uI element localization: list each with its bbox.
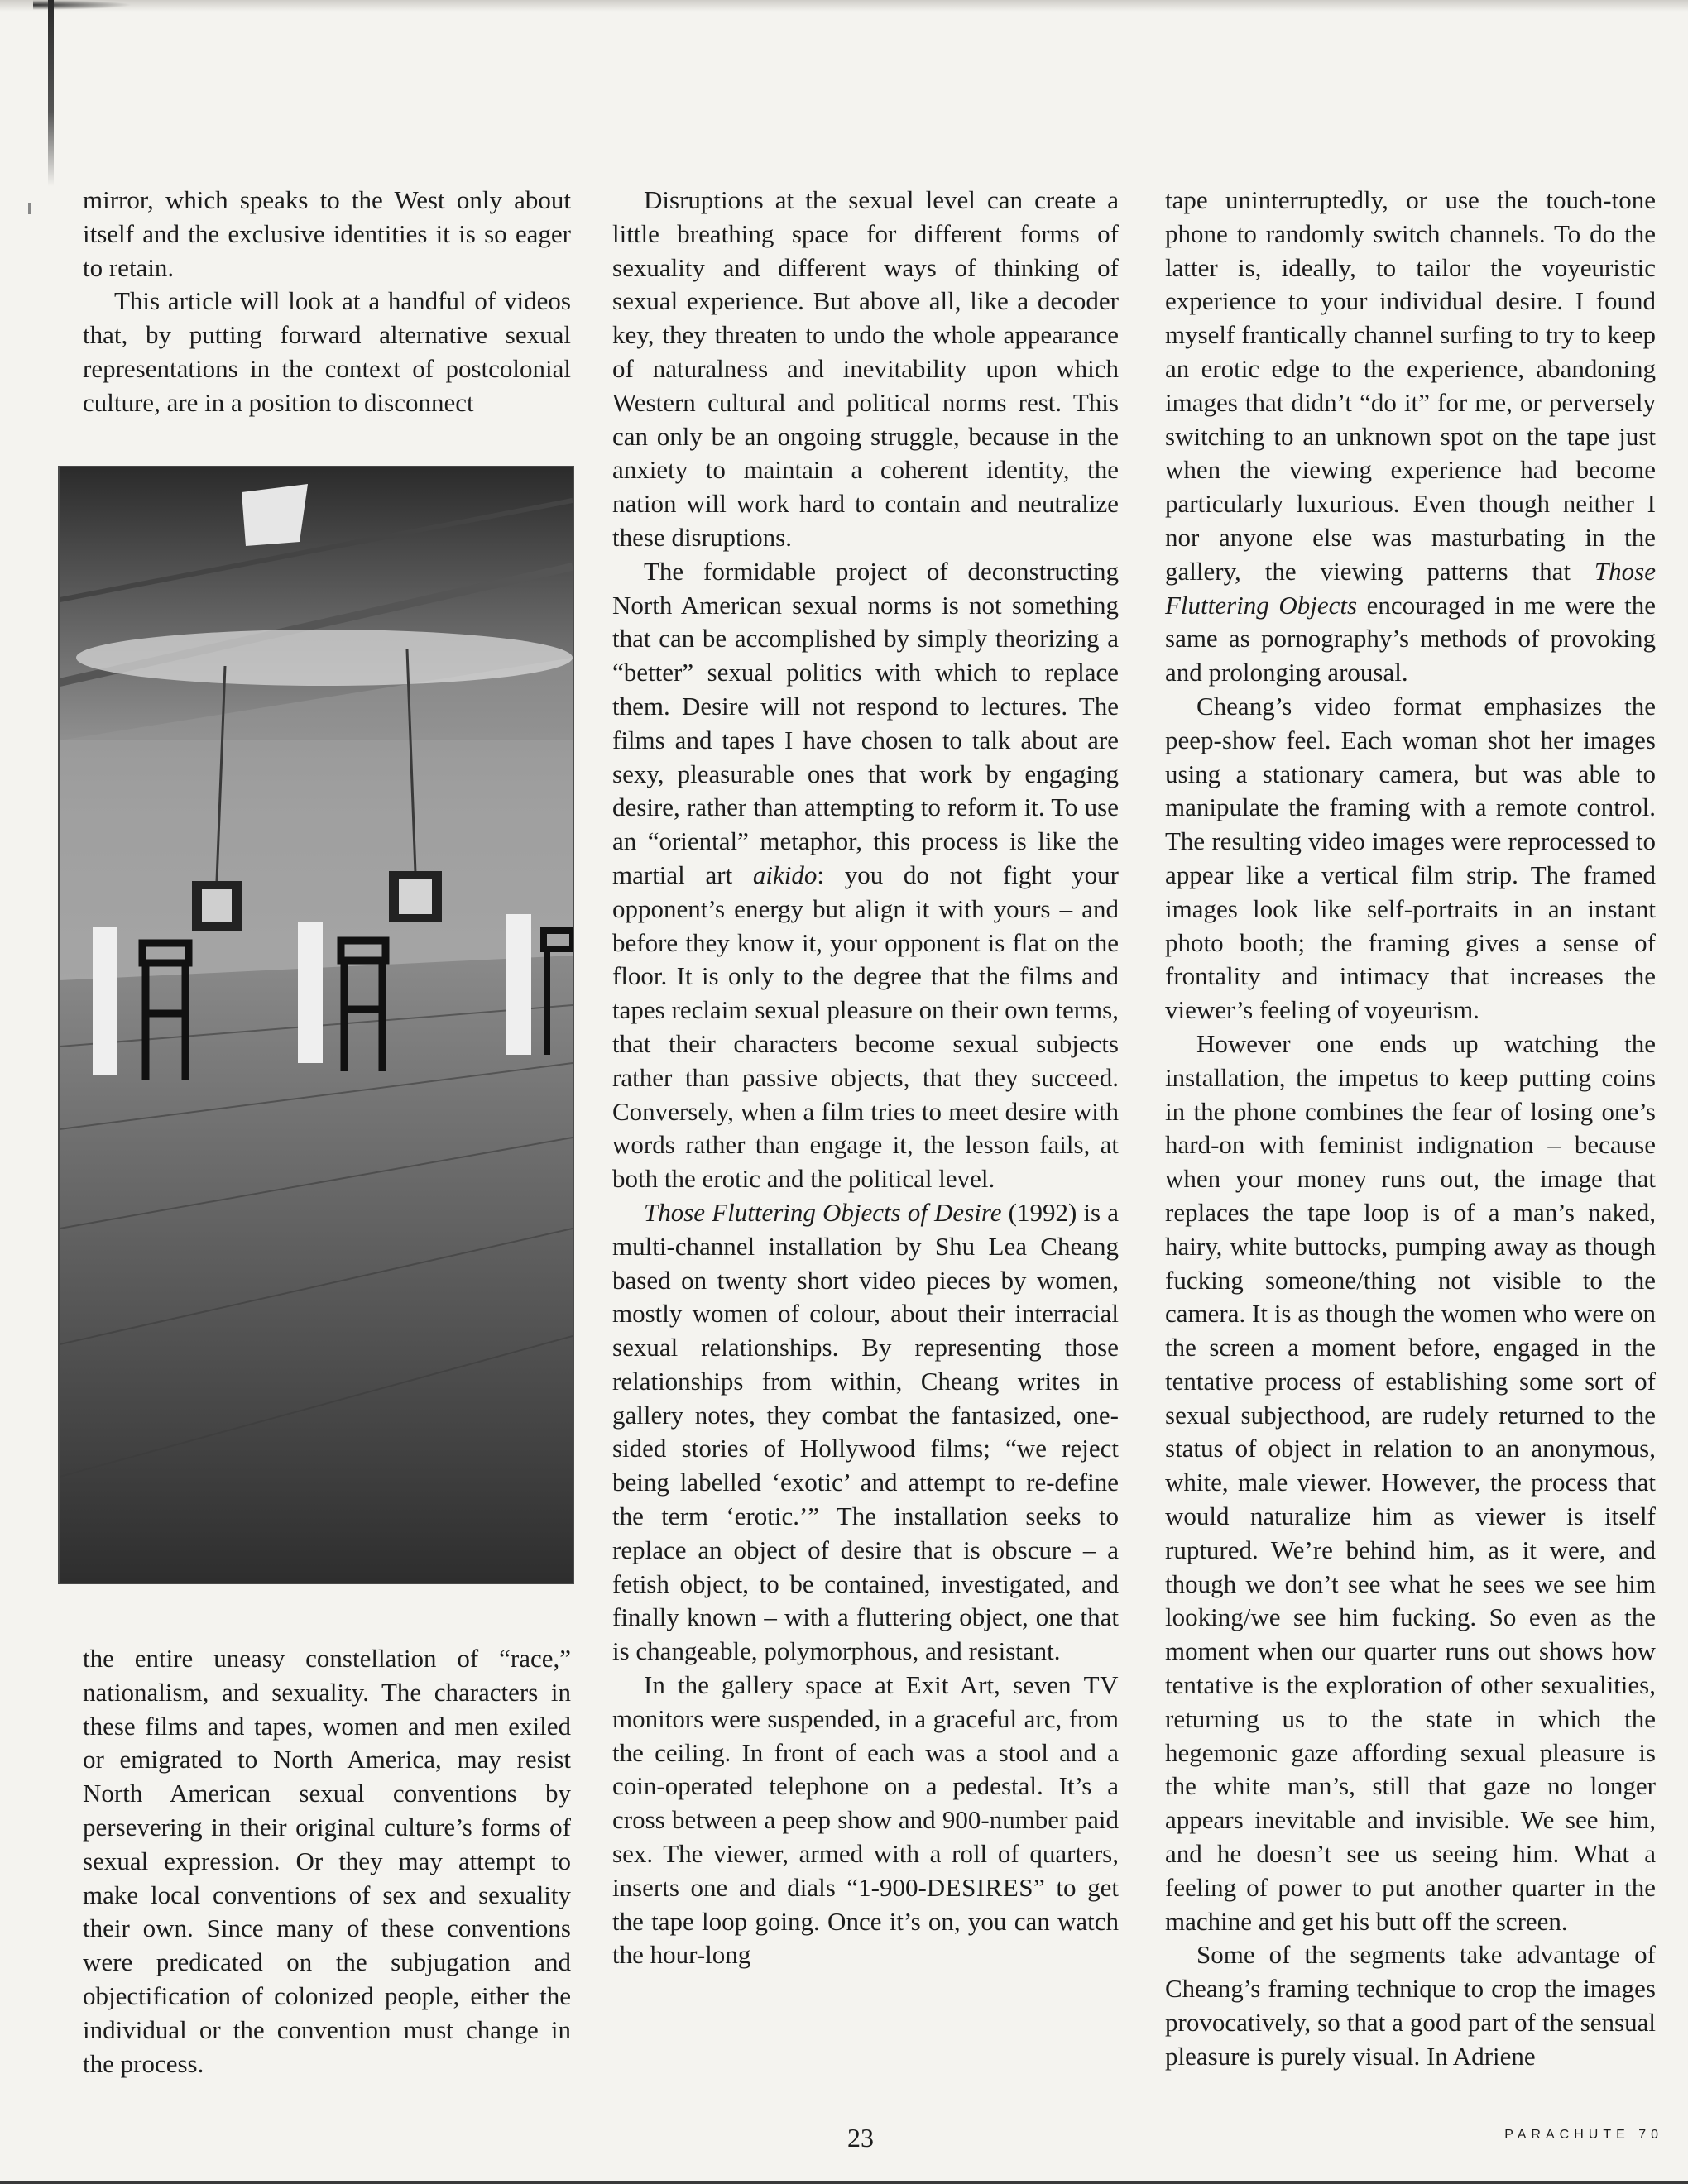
paragraph: However one ends up watching the installation, the impetus to keep putting coins in the phone combines the fear of losing one’s hard-on with feminist indignation – because when your money runs out, the image that replaces the tape loop is of a man’s naked, hairy, white buttocks, pumping away as though fucking someone/thing not visible to the camera. It is as though the women who were on the screen a moment before, engaged in the tentative process of establishing some sort of sexual subjecthood, are rudely returned to the status of object in relation to an anonymous, white, male viewer. However, the process that would naturalize him as viewer is itself ruptured. We’re behind him, as it were, and though we don’t see what he sees we see him looking/we see him fucking. So even as the moment when our quarter runs out shows how tentative is the exploration of other sexualities, returning us to the state in which the hegemonic gaze affording sexual pleasure is the white man’s, still that gaze no longer appears inevitable and invisible. We see him, and he doesn’t see us seeing him. What a feeling of power to put another quarter in the machine and get his butt off the screen. [1165,1028,1656,1936]
text-run: monitors were suspended, in a graceful arc, from the ceiling. In front of each was a stool and a coin-operated telephone on a pedestal. It’s a cross between a peep show and 900-number paid sex. The viewer, armed with a roll of quarters, inserts one and dials “1-900- [612,1703,1119,1902]
column-1-lower [83,1642,571,2081]
column-3 [1165,184,1656,2074]
monitor-screen [202,889,232,922]
photo-illustration [60,467,573,1583]
paragraph: Disruptions at the sexual level can create a little breathing space for different forms of sexuality and different ways of thinking of sexual experience. But above all, like a decoder key, they threaten to undo the whole appearance of naturalness and inevitability upon which Western cultural and political norms rest. This can only be an ongoing struggle, because in the anxiety to maintain a coherent identity, the nation will work hard to contain and neutralize these disruptions. [612,185,1119,552]
text-run: (1992) is a multi-channel installation by Shu Lea Cheang based on twenty short video pieces by women, mostly women of colour, about their interracial sexual relationships. By representing those relationships from within, Cheang writes in gallery notes, they combat the fantasized, one-sided stories of Hollywood films; “we reject being labelled ‘exotic’ and attempt to re-define the term ‘erotic.’” The installation seeks to replace an object of desire that is obscure – a fetish object, to be contained, investigated, and finally known – with a fluttering object, one that is changeable, polymorphous, and resistant. [612,1197,1119,1666]
running-footer: PARACHUTE 70 [1504,2128,1663,2142]
paragraph [1165,184,1656,690]
paragraph: mirror, which speaks to the West only about itself and the exclusive identities it is so eager to retain. [83,185,571,282]
paragraph: Some of the segments take advantage of Cheang’s framing technique to crop the images provocatively, so that a good part of the sensual pleasure is purely visual. In Adriene [1165,1940,1656,2071]
monitor-screen [399,879,432,914]
text-run: encouraged in me were the same as pornography’s methods of provoking and prolonging arousal. [1165,590,1656,687]
page-number: 23 [847,2123,874,2153]
binding-spine [48,0,54,186]
ceiling [60,467,573,740]
pedestal [93,927,117,1075]
installation-photo [58,466,574,1584]
text-run: ” to get the tape loop going. Once it’s on, you can watch the hour-long [612,1872,1119,1970]
paragraph: Cheang’s video format emphasizes the peep-show feel. Each woman shot her images using a stationary camera, but was able to manipulate the framing with a remote control. The resulting video images were reprocessed to appear like a vertical film strip. The framed images look like self-portraits in an instant photo booth; the framing gives a sense of frontality and intimacy that increases the viewer’s feeling of voyeurism. [1165,691,1656,1025]
work-title: Those Fluttering Objects [1165,556,1656,620]
column-2 [612,184,1119,1972]
work-title: Those Fluttering Objects of Desire [644,1197,1002,1227]
pedestal [506,914,531,1055]
italic-term: aikido [752,860,818,889]
paragraph [612,1669,1119,1972]
text-run: tape uninterruptedly, or use the touch-tone phone to randomly switch channels. To do the latter is, ideally, to tailor the voyeuristic experience to your individual desire. I found myself frantically channel surfing to try to keep an erotic edge to the experience, abandoning images that didn’t “do it” for me, or perversely switching to an unknown spot on the tape just when the viewing experience had become particularly luxurious. Even though neither I nor anyone else was masturbating in the gallery, the viewing patterns that [1165,185,1656,586]
text-run: In the gallery space at Exit Art, seven [644,1670,1084,1700]
suspended-arc [76,630,573,686]
scan-edge [0,0,1688,12]
paragraph: the entire uneasy constellation of “race,” nationalism, and sexuality. The characters in these films and tapes, women and men exiled or emigrated to North America, may resist North American sexual conventions by persevering in their original culture’s forms of sexual expression. Or they may attempt to make local conventions of sex and sexuality their own. Since many of these conventions were predicated on the subjugation and objectification of colonized people, either the individual or the convention must change in the process. [83,1644,571,2078]
margin-mark [28,203,31,214]
paragraph: This article will look at a handful of videos that, by putting forward alternative sexual representations in the context of postcolonial culture, are in a position to disconnect [83,286,571,417]
pedestal [298,922,323,1063]
column-1-upper [83,184,571,420]
small-caps-term: TV [1083,1670,1119,1700]
text-run: : you do not fight your opponent’s energy but align it with yours – and before they know it, your opponent is flat on the floor. It is only to the degree that the films and tapes reclaim sexual pleasure on their own terms, that their characters become sexual subjects rather than passive objects, that they succeed. Conversely, when a film tries to meet desire with words rather than engage it, the lesson fails, at both the erotic and the political level. [612,860,1119,1194]
small-caps-term: DESIRES [926,1872,1034,1902]
bottom-edge [0,2181,1688,2184]
text-run: The formidable project of deconstructing North American sexual norms is not something that can be accomplished by simply theorizing a “better” sexual politics with which to replace them. Desire will not respond to lectures. The films and tapes I have chosen to talk about are sexy, pleasurable ones that work by engaging desire, rather than attempting to reform it. To use an “oriental” metaphor, this process is like the martial art [612,556,1119,889]
paragraph [612,1196,1119,1669]
light-fixture [242,484,308,546]
paragraph [612,555,1119,1196]
